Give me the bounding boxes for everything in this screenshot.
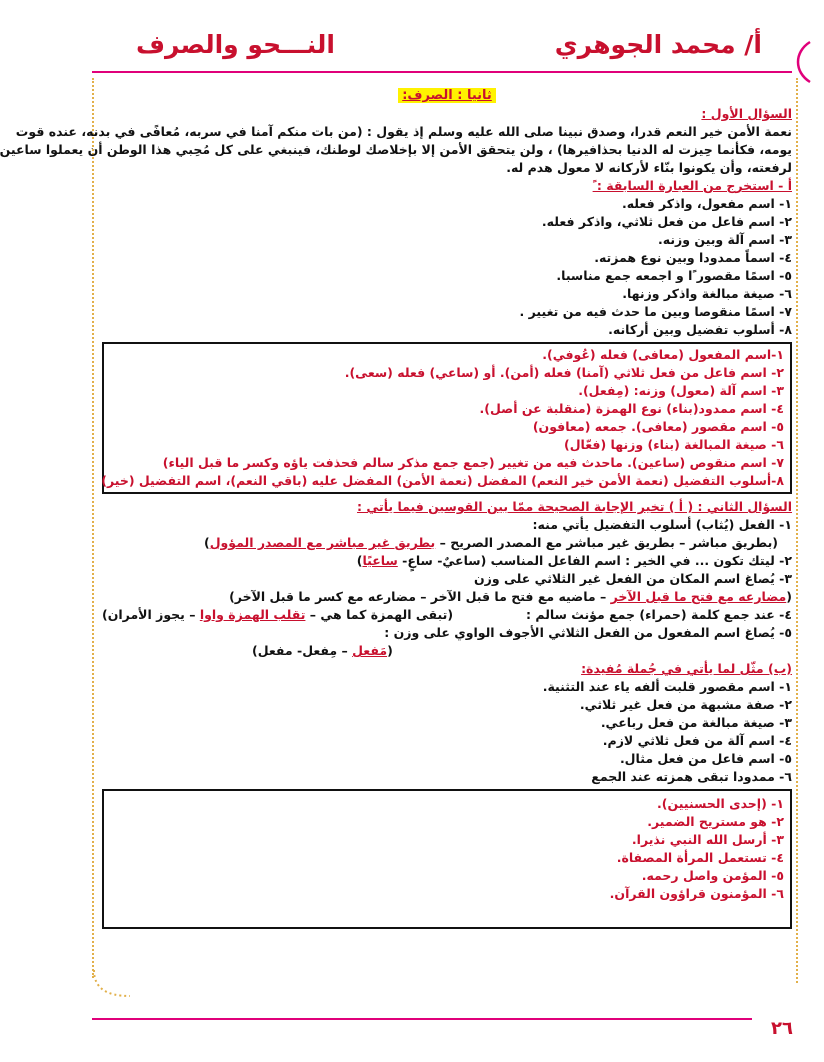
- right-dotted-border: [796, 78, 798, 983]
- passage-line: لرفعته، وأن يكونوا بنّاء لأركانه لا معول هدم له.: [506, 160, 792, 175]
- question-item: ٨- أسلوب تفضيل وبين أركانه.: [608, 322, 792, 337]
- answer-item: ٨-أسلوب التفضيل (نعمة الأمن خير النعم) المفضل (نعمة الأمن) المفضل عليه (باقي النعم)، اسم التفضيل (خير): [101, 473, 784, 488]
- page-number: ٢٦: [771, 1018, 793, 1039]
- answer-item: ١-اسم المفعول (معافى) فعله (عُوفي).: [542, 347, 784, 362]
- q2-line: ٥- يُصاغ اسم المفعول من الفعل الثلاثي الأجوف الواوي على وزن :: [384, 625, 792, 640]
- footer-rule: [92, 1018, 752, 1020]
- passage-line: يومه، فكأنما حِيزت له الدنيا بحذافيرها) ، ولن يتحقق الأمن إلا بإخلاصك لوطنك، فينبغي على كل مُحِبي هذا الوطن أن يعملوا ساعين: [0, 142, 792, 157]
- question-item: ٤- اسماً ممدودا وبين نوع همزته.: [594, 250, 792, 265]
- section-title: ثانيا : الصرف:: [102, 86, 792, 105]
- answer-item: ٧- اسم منقوص (ساعين). ماحدث فيه من تغيير (جمع جمع مذكر سالم فحذفت ياؤه وكسر ما قبل الياء): [162, 455, 784, 470]
- left-dotted-border: [92, 78, 94, 978]
- q2-line: (مضارعه مع فتح ما قبل الآخر – ماضيه مع فتح ما قبل الآخر – مضارعه مع كسر ما قبل الآخر): [229, 589, 792, 604]
- correct-answer: بطريق غير مباشر مع المصدر المؤول: [209, 535, 436, 550]
- answer-item: ١- (إحدى الحسنيين).: [657, 796, 784, 811]
- question-item: ٦- ممدودا تبقى همزته عند الجمع: [591, 769, 792, 784]
- correct-answer: تقلب الهمزة واوا: [199, 607, 306, 622]
- answer-item: ٢- هو مستريح الضمير.: [647, 814, 784, 829]
- question-item: ٤- اسم آلة من فعل ثلاثي لازم.: [602, 733, 792, 748]
- subject-title: النـــحو والصرف: [136, 30, 335, 59]
- passage-line: نعمة الأمن خير النعم قدرا، وصدق نبينا صلى الله عليه وسلم إذ يقول : (من بات منكم آمنا في سربه، مُعافًى في بدنه، عنده قوت: [15, 124, 792, 139]
- question-item: ٦- صيغة مبالغة واذكر وزنها.: [622, 286, 792, 301]
- q2-line: (بطريق مباشر – بطريق غير مباشر مع المصدر الصريح – بطريق غير مباشر مع المصدر المؤول): [203, 535, 778, 550]
- part-b-title: (ب) مثّل لما يأتي في جُملة مُفيدة:: [581, 661, 792, 676]
- page-content: [0, 86, 792, 933]
- author-name: أ/ محمد الجوهري: [554, 30, 762, 59]
- part-a-title: أ - استخرج من العبارة السابقة : ً: [592, 178, 792, 193]
- answer-item: ٥- اسم مقصور (معافى). جمعه (معافون): [532, 419, 784, 434]
- bottom-curve-decoration: [92, 970, 132, 998]
- answer-item: ٤- تستعمل المرأة المصفاة.: [616, 850, 784, 865]
- answer-item: ٦- صيغة المبالغة (بناء) وزنها (فعّال): [563, 437, 784, 452]
- question-item: ٥- اسمًا مقصور ًا و اجمعه جمع مناسبا.: [556, 268, 792, 283]
- correct-answer: مضارعه مع فتح ما قبل الآخر: [610, 589, 787, 604]
- page-header: [74, 0, 824, 70]
- q2-line: ٤- عند جمع كلمة (حمراء) جمع مؤنث سالم : (تبقى الهمزة كما هي – تقلب الهمزة واوا – يجوز الأمران): [102, 607, 792, 622]
- q2-line: (مَفعل – مِفعل- مفعل): [252, 643, 393, 658]
- answer-item: ٢- اسم فاعل من فعل ثلاثي (آمنا) فعله (أمن). أو (ساعي) فعله (سعى).: [344, 365, 784, 380]
- q2-line: ١- الفعل (يُثاب) أسلوب التفضيل يأتي منه:: [532, 517, 792, 532]
- header-arc-decoration: [786, 40, 814, 84]
- q2-line: ٣- يُصاغ اسم المكان من الفعل غير الثلاثي على وزن: [473, 571, 792, 586]
- q2-line: ٢- ليتك تكون ... في الخير : اسم الفاعل المناسب (ساعيٌ- ساعٍ- ساعيًا): [356, 553, 792, 568]
- q1-title: السؤال الأول :: [701, 106, 792, 121]
- header-rule: [92, 71, 792, 73]
- question-item: ٣- اسم آلة وبين وزنه.: [658, 232, 792, 247]
- answer-item: ٣- اسم آلة (معول) وزنه: (مِفعل).: [578, 383, 784, 398]
- correct-answer: ساعيًا: [362, 553, 398, 568]
- question-item: ٣- صيغة مبالغة من فعل رباعي.: [600, 715, 792, 730]
- question-item: ٢- صفة مشبهة من فعل غير ثلاثي.: [579, 697, 792, 712]
- q2-answer-box: [102, 789, 792, 929]
- answer-item: ٤- اسم ممدود(بناء) نوع الهمزة (منقلبة عن أصل).: [479, 401, 784, 416]
- answer-item: ٦- المؤمنون قراؤون القرآن.: [609, 886, 784, 901]
- question-item: ٧- اسمًا منقوصا وبين ما حدث فيه من تغيير .: [519, 304, 792, 319]
- q2-title: السؤال الثاني : ( أ ) تخير الإجابة الصحيحة ممّا بين القوسين فيما يأتي :: [357, 499, 792, 514]
- correct-answer: مَفعل: [352, 643, 388, 658]
- question-item: ٥- اسم فاعل من فعل مثال.: [619, 751, 792, 766]
- answer-item: ٣- أرسل الله النبي نذيرا.: [631, 832, 784, 847]
- question-item: ١- اسم مقصور قلبت ألفه ياء عند التثنية.: [542, 679, 792, 694]
- question-item: ١- اسم مفعول، واذكر فعله.: [621, 196, 792, 211]
- q1-answer-box: [102, 342, 792, 494]
- answer-item: ٥- المؤمن واصل رحمه.: [641, 868, 784, 883]
- question-item: ٢- اسم فاعل من فعل ثلاثي، واذكر فعله.: [541, 214, 792, 229]
